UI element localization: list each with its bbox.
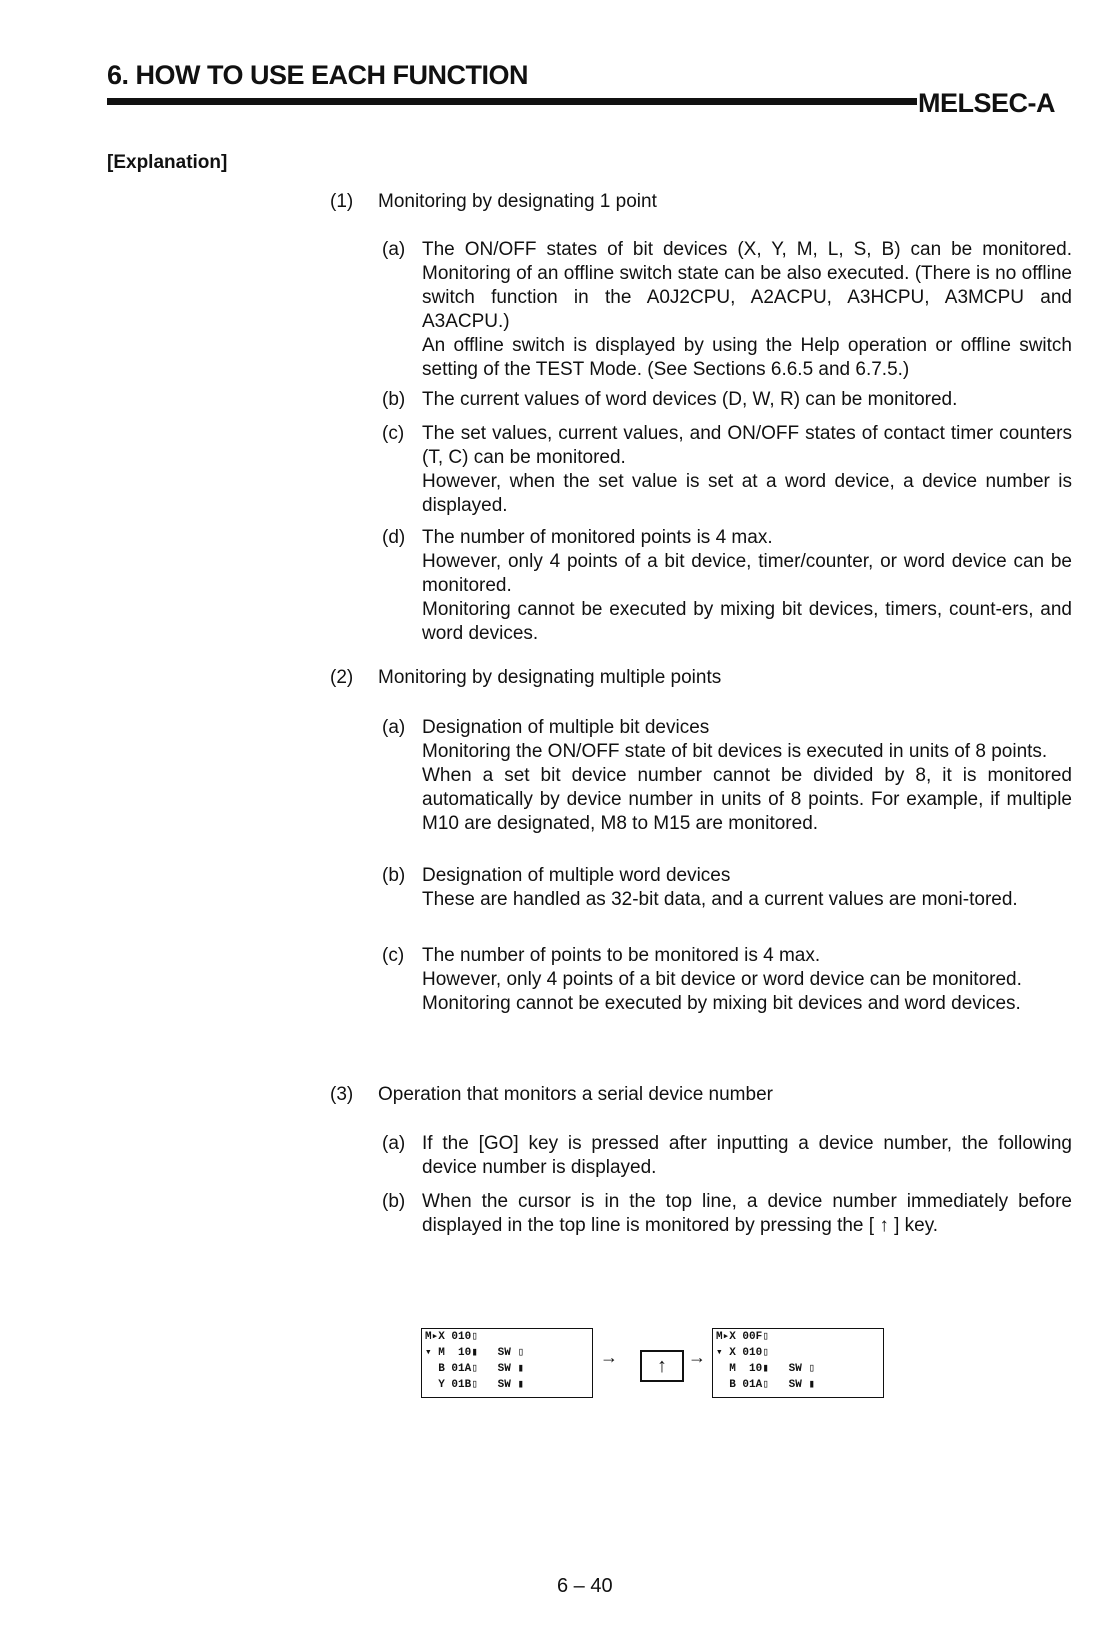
paragraph: However, only 4 points of a bit device, timer/counter, or word device can be monitored.	[422, 551, 1072, 596]
page-number: 6 – 40	[557, 1575, 613, 1597]
paragraph: Monitoring cannot be executed by mixing bit devices, timers, count-ers, and word devices.	[422, 599, 1072, 644]
section-1-item-c	[382, 422, 1072, 518]
lcd-line: M 10▮ SW ▯	[716, 1363, 816, 1375]
section-number: (3)	[330, 1084, 354, 1105]
item-label: (b)	[382, 865, 406, 886]
item-label: (a)	[382, 239, 406, 260]
chapter-title: 6. HOW TO USE EACH FUNCTION	[107, 60, 529, 90]
section-1-heading	[330, 190, 657, 214]
item-label: (a)	[382, 717, 406, 738]
section-1-item-a	[382, 238, 1072, 382]
paragraph: Designation of multiple word devices	[422, 865, 731, 886]
section-title: Monitoring by designating 1 point	[378, 191, 657, 212]
section-3-heading	[330, 1083, 773, 1107]
paragraph: If the [GO] key is pressed after inputting a device number, the following device number is displayed.	[422, 1133, 1072, 1178]
item-label: (d)	[382, 527, 406, 548]
section-number: (1)	[330, 191, 354, 212]
lcd-line: ▾ M 10▮ SW ▯	[425, 1347, 525, 1359]
paragraph: When the cursor is in the top line, a device number immediately before displayed in the top line is monitored by pressing the [ ↑ ] key.	[422, 1191, 1072, 1236]
paragraph: The ON/OFF states of bit devices (X, Y, M, L, S, B) can be monitored. Monitoring of an offline switch state can be also executed. (There is no offline switch function in the A0J2CPU, A2ACPU, A3HCPU, A3MCPU and A3ACPU.)	[422, 239, 1072, 332]
section-2-heading	[330, 666, 721, 690]
item-label: (c)	[382, 423, 405, 444]
arrow-right-icon: →	[600, 1347, 618, 1367]
brand-label: MELSEC-A	[918, 88, 1055, 118]
paragraph: The number of monitored points is 4 max.	[422, 527, 773, 548]
section-3-item-a	[382, 1132, 1072, 1180]
lcd-line: Y 01B▯ SW ▮	[425, 1379, 525, 1391]
item-label: (b)	[382, 389, 406, 410]
item-label: (c)	[382, 945, 405, 966]
lcd-line: M▸X 010▯	[425, 1331, 478, 1343]
paragraph: Designation of multiple bit devices	[422, 717, 710, 738]
section-2-item-a	[382, 716, 1072, 836]
paragraph: However, when the set value is set at a word device, a device number is displayed.	[422, 471, 1072, 516]
lcd-screen-before	[421, 1328, 593, 1398]
header-rule	[107, 98, 917, 105]
section-number: (2)	[330, 667, 354, 688]
section-1-item-b	[382, 388, 1072, 412]
lcd-line: B 01A▯ SW ▮	[716, 1379, 816, 1391]
section-title: Operation that monitors a serial device number	[378, 1084, 773, 1105]
lcd-line: B 01A▯ SW ▮	[425, 1363, 525, 1375]
section-2-item-c	[382, 944, 1072, 1016]
paragraph: When a set bit device number cannot be divided by 8, it is monitored automatically by device number in units of 8 points. For example, if multiple M10 are designated, M8 to M15 are monitored.	[422, 765, 1072, 834]
paragraph: The number of points to be monitored is 4 max.	[422, 945, 821, 966]
paragraph: The current values of word devices (D, W, R) can be monitored.	[422, 389, 958, 410]
item-label: (b)	[382, 1191, 406, 1212]
paragraph: The set values, current values, and ON/OFF states of contact timer counters (T, C) can be monitored.	[422, 423, 1072, 468]
paragraph: Monitoring cannot be executed by mixing bit devices and word devices.	[422, 993, 1021, 1014]
section-2-item-b	[382, 864, 1072, 912]
paragraph: These are handled as 32-bit data, and a current values are moni-tored.	[422, 889, 1018, 910]
section-3-item-b	[382, 1190, 1072, 1238]
explanation-heading: [Explanation]	[107, 152, 228, 173]
section-1-item-d	[382, 526, 1072, 646]
lcd-line: ▾ X 010▯	[716, 1347, 769, 1359]
up-arrow-key: ↑	[640, 1350, 684, 1382]
paragraph: Monitoring the ON/OFF state of bit devices is executed in units of 8 points.	[422, 741, 1048, 762]
item-label: (a)	[382, 1133, 406, 1154]
lcd-line: M▸X 00F▯	[716, 1331, 769, 1343]
arrow-right-icon: →	[688, 1347, 706, 1367]
paragraph: However, only 4 points of a bit device or word device can be monitored.	[422, 969, 1022, 990]
lcd-screen-after	[712, 1328, 884, 1398]
section-title: Monitoring by designating multiple points	[378, 667, 722, 688]
paragraph: An offline switch is displayed by using the Help operation or offline switch setting of the TEST Mode. (See Sections 6.6.5 and 6.7.5.)	[422, 335, 1072, 380]
